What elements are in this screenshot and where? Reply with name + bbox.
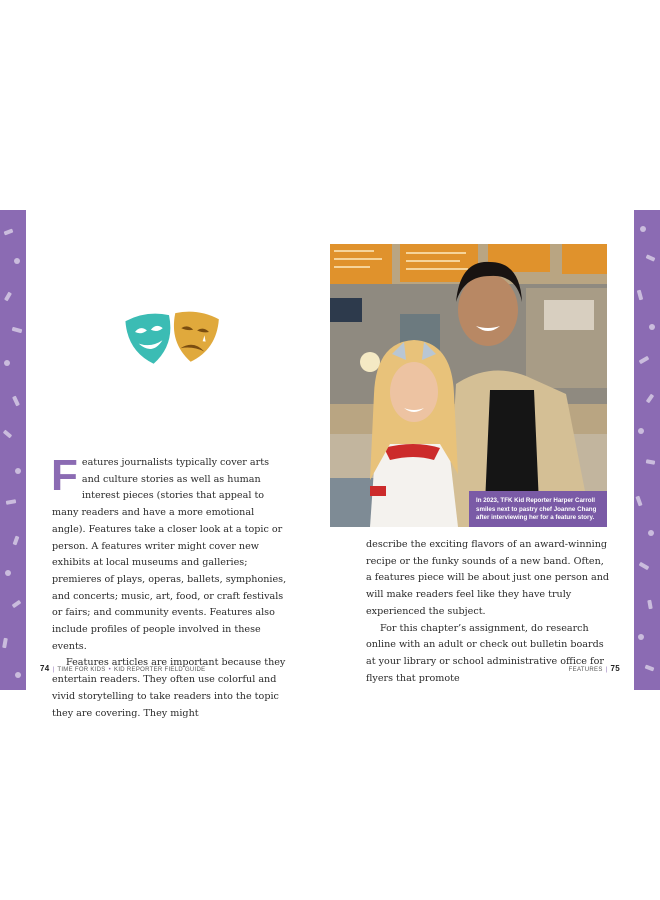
book-spread [0,210,660,719]
left-paragraph-1: Features journalists typically cover arts and culture stories as well as human interest pieces (stories that appeal to many readers and have a more emotional angle). Features take a closer look at a topic or person. A features writer might cover new exhibits at local museums and galleries; premieres of plays, operas, ballets, symphonies, and concerts; music, art, food, or craft festivals or fairs; and community events. Features also include profiles of people involved in these events. [51,451,287,652]
right-folio: FEATURES | 75 [568,664,620,673]
left-body-text [51,451,288,722]
drop-cap: F [51,451,78,500]
photo-caption: In 2023, TFK Kid Reporter Harper Carroll smiles next to pastry chef Joanne Chang after interviewing her for a feature story. [469,491,607,527]
folio-section: FEATURES [568,667,603,673]
left-decorative-band [0,210,26,690]
left-folio: 74 | TIME FOR KIDS • KID REPORTER FIELD GUIDE [40,664,206,673]
left-paragraph-2: Features articles are important because they entertain readers. They often use colorful and vivid storytelling to take readers into the topic they are covering. They might [52,657,286,719]
right-paragraph-2: For this chapter’s assignment, do research online with an adult or check out bulletin boards at your library or school administrative office for flyers that promote [366,622,604,684]
right-paragraph-1: describe the exciting flavors of an award-winning recipe or the funky sounds of a new band. Often, a features piece will be about just one person and will make readers feel like they have truly experienced the subject. [366,539,610,617]
feature-photo [330,244,607,527]
folio-book-title: KID REPORTER FIELD GUIDE [114,667,206,673]
right-page-number: 75 [610,664,620,673]
photo-illustration [330,244,607,527]
right-decorative-band [634,210,660,690]
left-page-number: 74 [40,664,50,673]
theater-masks-icon [124,308,220,370]
folio-brand: TIME FOR KIDS [57,667,106,673]
